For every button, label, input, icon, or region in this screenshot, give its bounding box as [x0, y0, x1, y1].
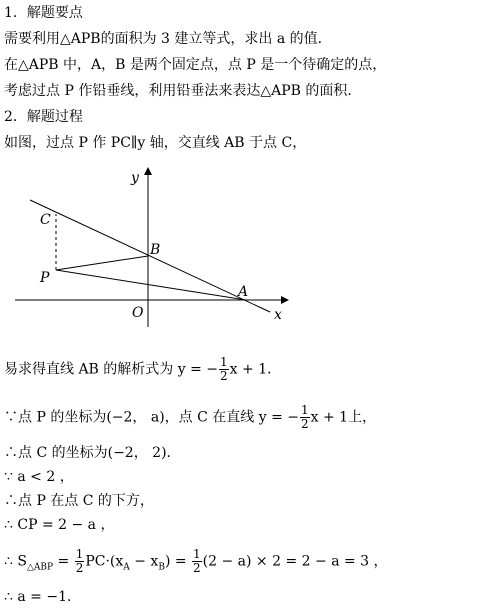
section2-paragraph-1: 如图，过点 P 作 PC∥y 轴，交直线 AB 于点 C， [4, 135, 307, 151]
solution-line-6: ∴ CP = 2 − a ， [4, 517, 115, 533]
label-p: P [40, 270, 50, 286]
section1-paragraph-1: 需要利用△APB的面积为 3 建立等式，求出 a 的值． [4, 31, 332, 47]
solution-line-3: ∴点 C 的坐标为(−2， 2)． [4, 445, 181, 461]
solution-line-2-post: x + 1上， [310, 409, 377, 426]
segment-pb [56, 256, 148, 270]
label-o: O [132, 305, 144, 321]
fraction-numerator: 1 [75, 547, 84, 561]
minus-xb: − x [129, 553, 159, 570]
section2-heading: 2．解题过程 [4, 109, 83, 125]
fraction-denominator: 2 [301, 417, 309, 431]
solution-line-1 [4, 356, 281, 383]
subscript-b: B [158, 562, 165, 573]
fraction-denominator: 2 [193, 561, 201, 575]
fraction-half [300, 404, 310, 431]
label-a: A [238, 284, 249, 300]
fraction-numerator: 1 [220, 355, 228, 369]
solution-line-2 [4, 404, 376, 431]
solution-line-7 [4, 548, 388, 576]
close-paren-equals: ) = [164, 553, 192, 570]
label-c: C [40, 212, 51, 228]
coordinate-figure [0, 162, 300, 332]
fraction-denominator: 2 [220, 369, 228, 383]
area-symbol: ∴ S [4, 553, 27, 570]
section1-paragraph-3: 考虑过点 P 作铅垂线，利用铅垂法来表达△APB 的面积． [4, 83, 362, 99]
fraction-denominator: 2 [75, 561, 84, 575]
solution-line-8: ∴ a = −1． [4, 589, 81, 605]
fraction-half [219, 356, 229, 383]
section1-paragraph-2: 在△APB 中，A，B 是两个固定点，点 P 是一个待确定的点， [4, 57, 387, 73]
area-tail: (2 − a) × 2 = 2 − a = 3 ， [202, 553, 388, 570]
area-subscript: △ABP [26, 562, 54, 573]
pc-term: PC·(x [85, 553, 124, 570]
subscript-a: A [123, 562, 130, 573]
solution-line-5: ∴点 P 在点 C 的下方， [4, 493, 154, 509]
solution-line-1-post: x + 1． [229, 361, 282, 378]
solution-line-1-pre: 易求得直线 AB 的解析式为 y = − [4, 361, 219, 378]
fraction-numerator: 1 [193, 547, 201, 561]
section1-heading: 1．解题要点 [4, 5, 83, 21]
fraction-half [192, 548, 202, 575]
label-x: x [274, 307, 282, 323]
fraction-numerator: 1 [301, 403, 309, 417]
equals-1: = [53, 553, 74, 570]
solution-line-4: ∵ a < 2 ， [4, 469, 74, 485]
segment-pa [56, 270, 249, 300]
label-b: B [150, 242, 161, 258]
label-y: y [131, 170, 139, 186]
fraction-half [75, 548, 85, 575]
solution-line-2-pre: ∵点 P 的坐标为(−2， a)，点 C 在直线 y = − [4, 409, 300, 426]
